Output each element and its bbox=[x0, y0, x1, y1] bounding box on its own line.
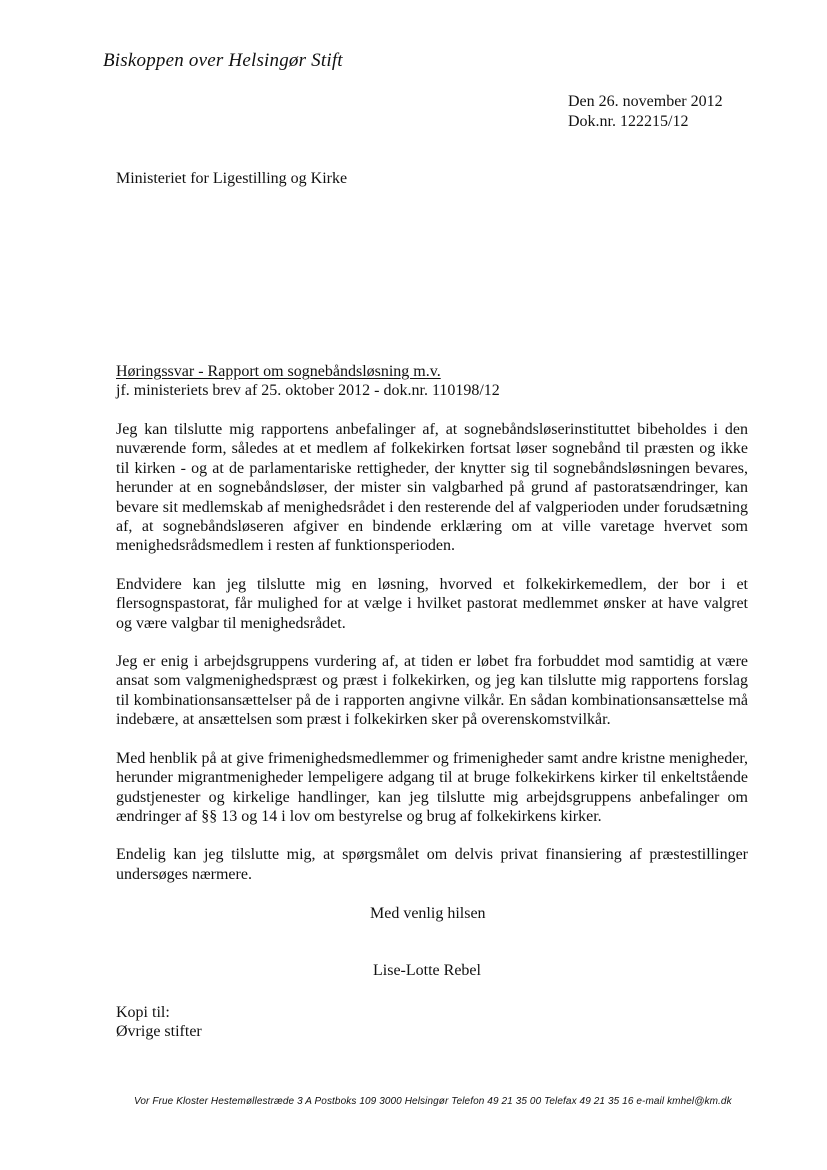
body-paragraph: Jeg er enig i arbejdsgruppens vurdering af, at tiden er løbet fra forbuddet mod samtidig at være ansat som valgmenighedspræst og præst i folkekirken, og jeg kan tilslutte mig rapportens forslag til kombinationsansættelser på de i rapporten angivne vilkår. En sådan kombinationsansættelse må indebære, at ansættelsen som præst i folkekirken sker på overenskomstvilkår. bbox=[116, 653, 748, 729]
letter-date: Den 26. november 2012 bbox=[568, 93, 723, 110]
closing-greeting: Med venlig hilsen bbox=[370, 905, 486, 922]
body-paragraph: Med henblik på at give frimenighedsmedlemmer og frimenigheder samt andre kristne menigheder, herunder migrantmenigheder lempeligere adgang til at bruge folkekirkens kirker til enkeltstående gudstjenester og kirkelige handlinger, kan jeg tilslutte mig arbejdsgruppens anbefalinger om ændringer af §§ 13 og 14 i lov om bestyrelse og brug af folkekirkens kirker. bbox=[116, 749, 748, 825]
subject-block bbox=[116, 362, 500, 400]
body-paragraph: Jeg kan tilslutte mig rapportens anbefalinger af, at sognebåndsløserinstituttet bibeholdes i den nuværende form, således at et medlem af folkekirken fortsat løser sognebånd til præsten og ikke til kirken - og at de parlamentariske rettigheder, der knytter sig til sognebåndsløsningen bevares, herunder at en sognebåndsløser, der mister sin valgbarhed på grund af pastoratsændringer, kan bevare sit medlemskab af menighedsrådet i den resterende del af valgperioden under forudsætning af, at sognebåndsløseren afgiver en bindende erklæring om at ville varetage hvervet som menighedsrådsmedlem i resten af funktionsperioden. bbox=[116, 421, 748, 555]
copies-label: Kopi til: bbox=[116, 1004, 170, 1021]
letterhead-footer: Vor Frue Kloster Hestemøllestræde 3 A Postboks 109 3000 Helsingør Telefon 49 21 35 00 Telefax 49 21 35 16 e-mail kmhel@km.dk bbox=[134, 1096, 732, 1107]
recipient: Ministeriet for Ligestilling og Kirke bbox=[116, 170, 348, 187]
letter-body bbox=[116, 420, 748, 903]
subject-title: Høringssvar - Rapport om sognebåndsløsning m.v. bbox=[116, 363, 441, 380]
copies-recipient: Øvrige stifter bbox=[116, 1023, 202, 1040]
copies-block bbox=[116, 1003, 202, 1041]
letterhead: Biskoppen over Helsingør Stift bbox=[103, 50, 343, 71]
date-block bbox=[568, 92, 723, 132]
document-number: Dok.nr. 122215/12 bbox=[568, 113, 689, 130]
body-paragraph: Endelig kan jeg tilslutte mig, at spørgsmålet om delvis privat finansiering af præstestillinger undersøges nærmere. bbox=[116, 846, 748, 883]
signer-name: Lise-Lotte Rebel bbox=[373, 962, 481, 979]
subject-reference: jf. ministeriets brev af 25. oktober 2012 - dok.nr. 110198/12 bbox=[116, 382, 500, 399]
body-paragraph: Endvidere kan jeg tilslutte mig en løsning, hvorved et folkekirkemedlem, der bor i et flersognspastorat, får mulighed for at vælge i hvilket pastorat medlemmet ønsker at have valgret og være valgbar til menighedsrådet. bbox=[116, 575, 748, 632]
